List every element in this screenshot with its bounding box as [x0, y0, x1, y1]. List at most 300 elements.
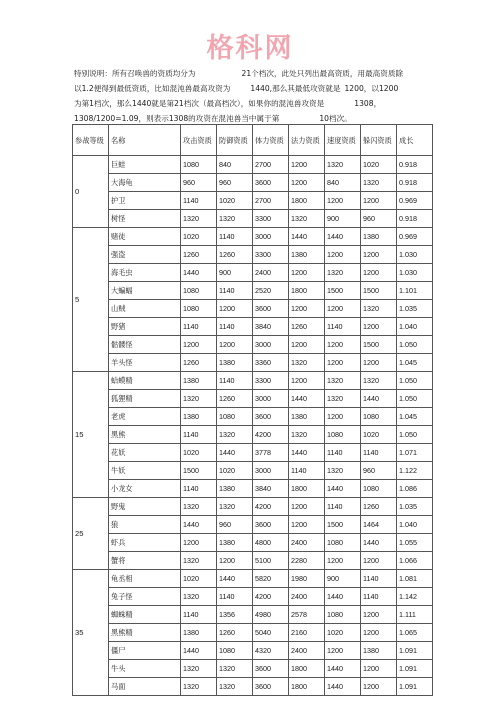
cell-speed: 1080	[325, 426, 361, 444]
cell-speed: 1320	[325, 390, 361, 408]
header-speed: 速度资质	[325, 125, 361, 156]
cell-growth: 1.111	[397, 606, 433, 624]
cell-hp: 3000	[253, 228, 289, 246]
cell-defense: 1200	[217, 552, 253, 570]
header-name: 名称	[109, 125, 181, 156]
cell-speed: 1500	[325, 516, 361, 534]
cell-name: 黑熊精	[109, 624, 181, 642]
cell-growth: 1.101	[397, 282, 433, 300]
cell-dodge: 1140	[361, 588, 397, 606]
cell-defense: 1140	[217, 588, 253, 606]
table-row	[73, 498, 433, 516]
cell-growth: 1.065	[397, 624, 433, 642]
cell-hp: 4800	[253, 534, 289, 552]
cell-speed: 1080	[325, 534, 361, 552]
cell-name: 护卫	[109, 192, 181, 210]
intro-line-1	[74, 66, 430, 81]
cell-name: 黑熊	[109, 426, 181, 444]
table-row	[73, 660, 433, 678]
cell-dodge: 1260	[361, 498, 397, 516]
cell-hp: 3360	[253, 354, 289, 372]
cell-attack: 1080	[181, 282, 217, 300]
table-row	[73, 408, 433, 426]
cell-speed: 1140	[325, 444, 361, 462]
cell-name: 海毛虫	[109, 264, 181, 282]
cell-defense: 960	[217, 516, 253, 534]
intro-text: 1200，以1200	[344, 84, 399, 93]
cell-speed: 840	[325, 174, 361, 192]
cell-hp: 5100	[253, 552, 289, 570]
cell-growth: 0.918	[397, 210, 433, 228]
header-level: 参战等级	[73, 125, 109, 156]
cell-speed: 1140	[325, 318, 361, 336]
cell-speed: 1320	[325, 372, 361, 390]
cell-hp: 3300	[253, 372, 289, 390]
cell-defense: 1260	[217, 246, 253, 264]
header-defense: 防御资质	[217, 125, 253, 156]
cell-magic: 1440	[289, 390, 325, 408]
table-row	[73, 462, 433, 480]
cell-speed: 1200	[325, 246, 361, 264]
cell-dodge: 1140	[361, 570, 397, 588]
cell-attack: 1320	[181, 390, 217, 408]
cell-growth: 1.050	[397, 426, 433, 444]
cell-defense: 1200	[217, 336, 253, 354]
cell-hp: 4200	[253, 498, 289, 516]
cell-dodge: 1020	[361, 426, 397, 444]
cell-defense: 840	[217, 156, 253, 174]
header-growth: 成长	[397, 125, 433, 156]
cell-defense: 1320	[217, 426, 253, 444]
cell-name: 狐狸精	[109, 390, 181, 408]
cell-hp: 3600	[253, 660, 289, 678]
cell-magic: 1800	[289, 480, 325, 498]
cell-attack: 1020	[181, 570, 217, 588]
cell-magic: 2400	[289, 534, 325, 552]
cell-dodge: 1200	[361, 660, 397, 678]
cell-hp: 3000	[253, 462, 289, 480]
cell-attack: 1320	[181, 660, 217, 678]
table-row	[73, 156, 433, 174]
cell-hp: 5040	[253, 624, 289, 642]
cell-defense: 1356	[217, 606, 253, 624]
cell-magic: 1800	[289, 282, 325, 300]
cell-defense: 1140	[217, 372, 253, 390]
cell-speed: 1020	[325, 624, 361, 642]
cell-level: 25	[73, 498, 109, 570]
cell-defense: 1080	[217, 408, 253, 426]
intro-text: 特别说明：所有召唤兽的资质均分为	[74, 69, 196, 78]
table-row	[73, 336, 433, 354]
cell-hp: 3600	[253, 516, 289, 534]
cell-attack: 1440	[181, 516, 217, 534]
cell-attack: 1260	[181, 246, 217, 264]
intro-text: 21个档次，此处只列出最高资质，用最高资质除	[241, 69, 404, 78]
cell-name: 巨蛙	[109, 156, 181, 174]
cell-attack: 1320	[181, 678, 217, 696]
cell-defense: 1320	[217, 210, 253, 228]
cell-growth: 1.066	[397, 552, 433, 570]
cell-growth: 1.040	[397, 516, 433, 534]
header-hp: 体力资质	[253, 125, 289, 156]
cell-defense: 960	[217, 174, 253, 192]
cell-attack: 1080	[181, 156, 217, 174]
cell-dodge: 1200	[361, 606, 397, 624]
cell-attack: 1320	[181, 588, 217, 606]
intro-line-3	[74, 96, 430, 111]
cell-magic: 1200	[289, 300, 325, 318]
cell-hp: 5820	[253, 570, 289, 588]
cell-speed: 1200	[325, 408, 361, 426]
cell-magic: 1320	[289, 210, 325, 228]
cell-dodge: 1200	[361, 354, 397, 372]
table-row	[73, 174, 433, 192]
intro-text: 以1.2便得到最低资质，比如混沌兽最高攻资为	[74, 84, 231, 93]
cell-attack: 1440	[181, 642, 217, 660]
cell-magic: 1260	[289, 318, 325, 336]
cell-defense: 1260	[217, 390, 253, 408]
cell-attack: 1380	[181, 372, 217, 390]
cell-magic: 1440	[289, 228, 325, 246]
cell-attack: 1020	[181, 228, 217, 246]
cell-dodge: 1200	[361, 318, 397, 336]
cell-dodge: 1320	[361, 174, 397, 192]
cell-dodge: 1080	[361, 480, 397, 498]
cell-name: 小龙女	[109, 480, 181, 498]
cell-dodge: 1464	[361, 516, 397, 534]
table-row	[73, 588, 433, 606]
cell-dodge: 1200	[361, 552, 397, 570]
table-row	[73, 516, 433, 534]
cell-dodge: 1200	[361, 192, 397, 210]
table-row	[73, 192, 433, 210]
cell-growth: 1.071	[397, 444, 433, 462]
cell-growth: 0.918	[397, 174, 433, 192]
cell-name: 大蝙蝠	[109, 282, 181, 300]
intro-paragraph	[74, 66, 430, 126]
cell-hp: 2520	[253, 282, 289, 300]
cell-growth: 1.091	[397, 660, 433, 678]
cell-magic: 2160	[289, 624, 325, 642]
cell-speed: 1320	[325, 156, 361, 174]
table-row	[73, 390, 433, 408]
cell-magic: 1200	[289, 498, 325, 516]
cell-level: 35	[73, 570, 109, 696]
intro-text: 1440,那么其最低攻资就是	[250, 84, 341, 93]
cell-dodge: 1080	[361, 408, 397, 426]
cell-hp: 3840	[253, 480, 289, 498]
cell-attack: 1380	[181, 624, 217, 642]
cell-speed: 1200	[325, 642, 361, 660]
cell-speed: 1440	[325, 678, 361, 696]
cell-dodge: 1500	[361, 282, 397, 300]
cell-name: 蛤蟆精	[109, 372, 181, 390]
cell-speed: 900	[325, 570, 361, 588]
cell-magic: 1800	[289, 660, 325, 678]
table-row	[73, 426, 433, 444]
cell-name: 野鬼	[109, 498, 181, 516]
table-row	[73, 354, 433, 372]
cell-attack: 1380	[181, 408, 217, 426]
cell-attack: 1320	[181, 552, 217, 570]
cell-magic: 1140	[289, 462, 325, 480]
cell-name: 牛头	[109, 660, 181, 678]
cell-name: 骷髅怪	[109, 336, 181, 354]
cell-dodge: 1380	[361, 228, 397, 246]
cell-name: 老虎	[109, 408, 181, 426]
cell-speed: 1200	[325, 336, 361, 354]
cell-attack: 1320	[181, 210, 217, 228]
cell-defense: 1380	[217, 480, 253, 498]
cell-growth: 1.055	[397, 534, 433, 552]
cell-hp: 3600	[253, 408, 289, 426]
table-row	[73, 246, 433, 264]
cell-magic: 1200	[289, 156, 325, 174]
cell-magic: 1380	[289, 408, 325, 426]
cell-defense: 900	[217, 264, 253, 282]
cell-defense: 1140	[217, 228, 253, 246]
cell-dodge: 1200	[361, 246, 397, 264]
cell-hp: 3300	[253, 246, 289, 264]
cell-hp: 3300	[253, 210, 289, 228]
cell-hp: 3000	[253, 336, 289, 354]
cell-hp: 4320	[253, 642, 289, 660]
table-row	[73, 570, 433, 588]
cell-growth: 0.918	[397, 156, 433, 174]
cell-speed: 1140	[325, 498, 361, 516]
cell-dodge: 1320	[361, 372, 397, 390]
cell-dodge: 1020	[361, 156, 397, 174]
cell-speed: 900	[325, 210, 361, 228]
cell-growth: 1.035	[397, 498, 433, 516]
cell-speed: 1440	[325, 660, 361, 678]
cell-growth: 1.035	[397, 300, 433, 318]
cell-attack: 1440	[181, 264, 217, 282]
cell-defense: 1260	[217, 624, 253, 642]
cell-name: 僵尸	[109, 642, 181, 660]
cell-dodge: 1200	[361, 264, 397, 282]
cell-dodge: 1200	[361, 678, 397, 696]
cell-speed: 1200	[325, 300, 361, 318]
cell-growth: 1.030	[397, 246, 433, 264]
pet-stats-table	[72, 124, 433, 696]
table-row	[73, 228, 433, 246]
cell-name: 蜘蛛精	[109, 606, 181, 624]
cell-growth: 1.142	[397, 588, 433, 606]
cell-hp: 3840	[253, 318, 289, 336]
cell-speed: 1500	[325, 282, 361, 300]
cell-attack: 1140	[181, 192, 217, 210]
cell-defense: 1320	[217, 660, 253, 678]
table-row	[73, 624, 433, 642]
cell-growth: 1.040	[397, 318, 433, 336]
header-magic: 法力资质	[289, 125, 325, 156]
cell-speed: 1200	[325, 354, 361, 372]
cell-speed: 1320	[325, 462, 361, 480]
cell-defense: 1380	[217, 354, 253, 372]
cell-name: 强盗	[109, 246, 181, 264]
cell-speed: 1440	[325, 588, 361, 606]
cell-speed: 1080	[325, 606, 361, 624]
cell-defense: 1080	[217, 642, 253, 660]
table-row	[73, 318, 433, 336]
cell-defense: 1140	[217, 282, 253, 300]
cell-defense: 1020	[217, 462, 253, 480]
cell-defense: 1320	[217, 498, 253, 516]
cell-growth: 1.045	[397, 354, 433, 372]
cell-growth: 1.081	[397, 570, 433, 588]
cell-dodge: 960	[361, 462, 397, 480]
cell-attack: 1500	[181, 462, 217, 480]
cell-name: 虾兵	[109, 534, 181, 552]
cell-defense: 1380	[217, 534, 253, 552]
cell-attack: 1080	[181, 300, 217, 318]
header-dodge: 躲闪资质	[361, 125, 397, 156]
cell-attack: 1140	[181, 480, 217, 498]
cell-name: 野猪	[109, 318, 181, 336]
cell-magic: 1200	[289, 516, 325, 534]
cell-attack: 1140	[181, 426, 217, 444]
cell-hp: 4200	[253, 588, 289, 606]
cell-defense: 1440	[217, 570, 253, 588]
cell-growth: 1.045	[397, 408, 433, 426]
cell-magic: 1320	[289, 426, 325, 444]
cell-magic: 2400	[289, 588, 325, 606]
table-row	[73, 534, 433, 552]
table-row	[73, 606, 433, 624]
cell-hp: 4980	[253, 606, 289, 624]
cell-magic: 1380	[289, 246, 325, 264]
cell-attack: 1140	[181, 606, 217, 624]
cell-hp: 3600	[253, 174, 289, 192]
cell-defense: 1020	[217, 192, 253, 210]
cell-dodge: 960	[361, 210, 397, 228]
cell-magic: 1200	[289, 336, 325, 354]
cell-attack: 1200	[181, 534, 217, 552]
cell-level: 5	[73, 228, 109, 372]
cell-magic: 1800	[289, 192, 325, 210]
cell-defense: 1140	[217, 318, 253, 336]
cell-magic: 2280	[289, 552, 325, 570]
table-row	[73, 210, 433, 228]
cell-dodge: 1200	[361, 624, 397, 642]
header-attack: 攻击资质	[181, 125, 217, 156]
cell-defense: 1200	[217, 300, 253, 318]
cell-name: 大海龟	[109, 174, 181, 192]
cell-magic: 1320	[289, 354, 325, 372]
cell-hp: 3000	[253, 390, 289, 408]
cell-name: 兔子怪	[109, 588, 181, 606]
cell-magic: 1200	[289, 174, 325, 192]
cell-dodge: 1380	[361, 642, 397, 660]
cell-hp: 2400	[253, 264, 289, 282]
cell-defense: 1440	[217, 444, 253, 462]
cell-dodge: 1320	[361, 300, 397, 318]
table-row	[73, 552, 433, 570]
cell-attack: 1200	[181, 336, 217, 354]
site-watermark-logo: 格科网	[206, 33, 294, 64]
cell-growth: 1.050	[397, 336, 433, 354]
cell-magic: 2578	[289, 606, 325, 624]
table-row	[73, 372, 433, 390]
cell-defense: 1320	[217, 678, 253, 696]
cell-magic: 2400	[289, 642, 325, 660]
cell-magic: 1200	[289, 264, 325, 282]
cell-magic: 1440	[289, 444, 325, 462]
cell-growth: 1.091	[397, 642, 433, 660]
cell-name: 赌徒	[109, 228, 181, 246]
cell-growth: 0.969	[397, 192, 433, 210]
cell-name: 山贼	[109, 300, 181, 318]
cell-speed: 1200	[325, 192, 361, 210]
cell-attack: 1320	[181, 498, 217, 516]
intro-text: 1308，	[354, 99, 382, 108]
cell-name: 蟹将	[109, 552, 181, 570]
cell-dodge: 1500	[361, 336, 397, 354]
table-row	[73, 264, 433, 282]
cell-hp: 3600	[253, 678, 289, 696]
table-row	[73, 678, 433, 696]
cell-magic: 1800	[289, 678, 325, 696]
cell-growth: 1.122	[397, 462, 433, 480]
table-row	[73, 282, 433, 300]
cell-speed: 1200	[325, 552, 361, 570]
cell-attack: 1020	[181, 444, 217, 462]
cell-name: 花妖	[109, 444, 181, 462]
cell-growth: 1.091	[397, 678, 433, 696]
cell-level: 15	[73, 372, 109, 498]
cell-growth: 1.050	[397, 372, 433, 390]
cell-name: 马面	[109, 678, 181, 696]
cell-growth: 1.050	[397, 390, 433, 408]
cell-growth: 1.030	[397, 264, 433, 282]
intro-text: 为第1档次，那么1440就是第21档次（最高档次），如果你的混沌兽攻资是	[74, 99, 325, 108]
cell-hp: 2700	[253, 156, 289, 174]
cell-name: 树怪	[109, 210, 181, 228]
cell-level: 0	[73, 156, 109, 228]
intro-line-2	[74, 81, 430, 96]
cell-name: 羊头怪	[109, 354, 181, 372]
intro-text: 1308/1200=1.09，则表示1308的攻资在混沌兽当中属于第	[74, 114, 280, 123]
cell-attack: 1260	[181, 354, 217, 372]
cell-name: 牛妖	[109, 462, 181, 480]
cell-magic: 1980	[289, 570, 325, 588]
cell-hp: 3778	[253, 444, 289, 462]
cell-attack: 1140	[181, 318, 217, 336]
cell-attack: 960	[181, 174, 217, 192]
cell-speed: 1320	[325, 264, 361, 282]
intro-text: 10档次。	[319, 114, 352, 123]
cell-hp: 3600	[253, 300, 289, 318]
cell-dodge: 1140	[361, 444, 397, 462]
cell-name: 龟丞相	[109, 570, 181, 588]
cell-growth: 0.969	[397, 228, 433, 246]
cell-growth: 1.086	[397, 480, 433, 498]
table-row	[73, 642, 433, 660]
table-row	[73, 300, 433, 318]
cell-hp: 4200	[253, 426, 289, 444]
cell-speed: 1440	[325, 228, 361, 246]
cell-hp: 2700	[253, 192, 289, 210]
table-header-row	[73, 125, 433, 156]
cell-dodge: 1440	[361, 534, 397, 552]
cell-magic: 1200	[289, 372, 325, 390]
cell-speed: 1440	[325, 480, 361, 498]
cell-name: 狼	[109, 516, 181, 534]
cell-dodge: 1440	[361, 390, 397, 408]
table-row	[73, 480, 433, 498]
table-row	[73, 444, 433, 462]
